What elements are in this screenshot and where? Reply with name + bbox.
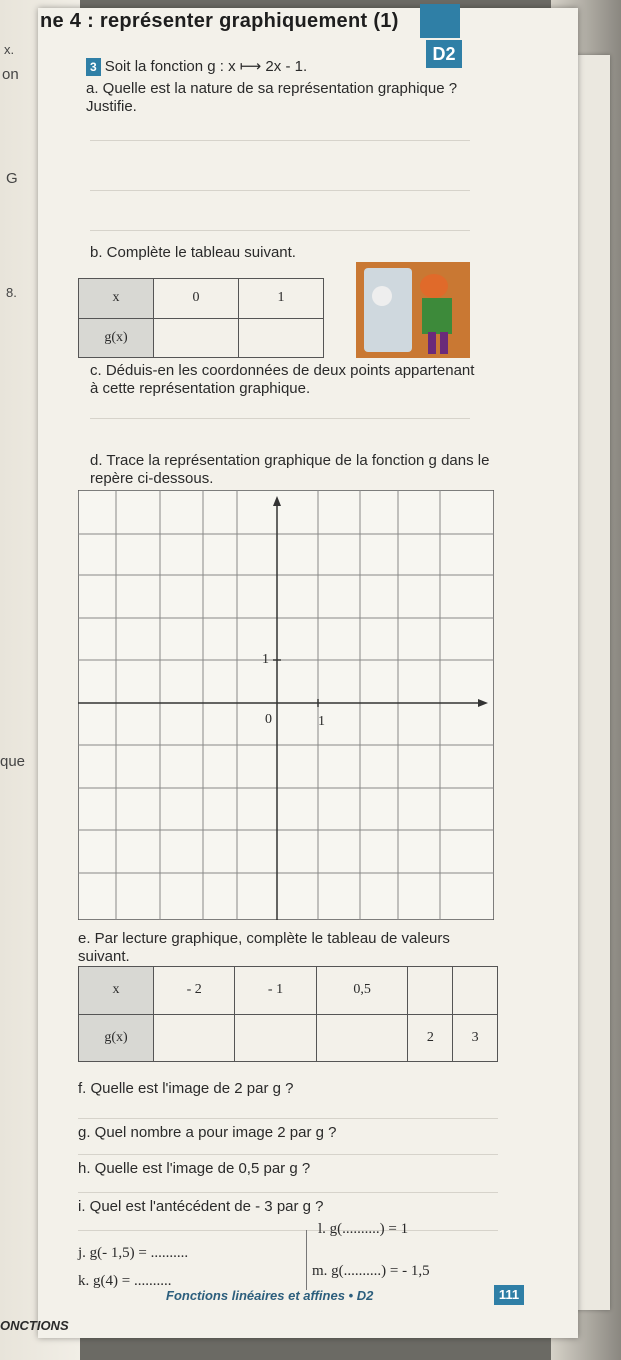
values-table-1: [78, 278, 324, 358]
table2-gx-label: g(x): [79, 1014, 154, 1062]
left-note-1: x.: [4, 42, 15, 57]
table2-gx-5: 3: [453, 1014, 498, 1062]
question-g: g. Quel nombre a pour image 2 par g ?: [78, 1124, 337, 1141]
table2-x-3: 0,5: [316, 967, 408, 1015]
table2-gx-1[interactable]: [154, 1014, 235, 1062]
table1-gx-cell-2[interactable]: [239, 318, 324, 358]
page-title: ne 4 : représenter graphiquement (1): [40, 10, 399, 32]
table1-gx-label: g(x): [79, 318, 154, 358]
question-i: i. Quel est l'antécédent de - 3 par g ?: [78, 1198, 324, 1215]
question-j: j. g(- 1,5) = ..........: [78, 1245, 189, 1261]
exercise-number: 3: [86, 58, 101, 76]
answer-line-i: [78, 1230, 498, 1231]
left-note-4: 8.: [6, 285, 17, 300]
question-h: h. Quelle est l'image de 0,5 par g ?: [78, 1160, 311, 1177]
answer-line-1: [90, 140, 470, 141]
page-number: 111: [494, 1285, 524, 1305]
table2-x-4[interactable]: [408, 967, 453, 1015]
answer-line-f: [78, 1118, 498, 1119]
exercise-intro: [86, 58, 307, 76]
chapter-footer: Fonctions linéaires et affines • D2: [166, 1288, 374, 1303]
table2-x-2: - 1: [235, 967, 316, 1015]
question-c: c. Déduis-en les coordonnées de deux points appartenant à cette représentation graphique.: [90, 362, 475, 397]
table1-x-label: x: [79, 279, 154, 319]
exercise-intro-text: Soit la fonction g : x ⟼ 2x - 1.: [104, 58, 308, 75]
question-a: a. Quelle est la nature de sa représentation graphique ? Justifie.: [86, 80, 458, 115]
chapter-badge: D2: [426, 40, 462, 68]
answer-line-4: [90, 418, 470, 419]
table2-gx-3[interactable]: [316, 1014, 408, 1062]
table1-x-1: 1: [239, 279, 324, 319]
question-d: d. Trace la représentation graphique de la fonction g dans le repère ci-dessous.: [90, 452, 490, 487]
coordinate-grid[interactable]: [78, 490, 494, 920]
question-m: m. g(..........) = - 1,5: [312, 1263, 430, 1279]
table2-x-5[interactable]: [453, 967, 498, 1015]
question-k: k. g(4) = ..........: [78, 1273, 172, 1289]
values-table-2: [78, 966, 498, 1062]
question-l: l. g(..........) = 1: [318, 1221, 409, 1237]
table1-gx-cell-1[interactable]: [154, 318, 239, 358]
answer-line-3: [90, 230, 470, 231]
table2-x-1: - 2: [154, 967, 235, 1015]
left-note-2: on: [2, 66, 19, 83]
left-footer: ONCTIONS: [0, 1318, 69, 1333]
origin-label: 0: [265, 712, 272, 727]
table1-x-0: 0: [154, 279, 239, 319]
answer-line-2: [90, 190, 470, 191]
y-tick-label: 1: [262, 652, 269, 667]
cartoon-illustration: [356, 262, 470, 358]
question-f: f. Quelle est l'image de 2 par g ?: [78, 1080, 294, 1097]
left-note-5: que: [0, 753, 26, 770]
question-e: e. Par lecture graphique, complète le tableau de valeurs suivant.: [78, 930, 450, 965]
question-b: b. Complète le tableau suivant.: [90, 244, 296, 261]
table2-gx-2[interactable]: [235, 1014, 316, 1062]
answer-line-h: [78, 1192, 498, 1193]
table2-gx-4: 2: [408, 1014, 453, 1062]
table2-x-label: x: [79, 967, 154, 1015]
left-note-3: G: [6, 170, 18, 187]
header-badge-top: [420, 4, 460, 38]
answer-line-g: [78, 1154, 498, 1155]
x-tick-label: 1: [318, 714, 325, 729]
column-divider: [306, 1230, 307, 1290]
